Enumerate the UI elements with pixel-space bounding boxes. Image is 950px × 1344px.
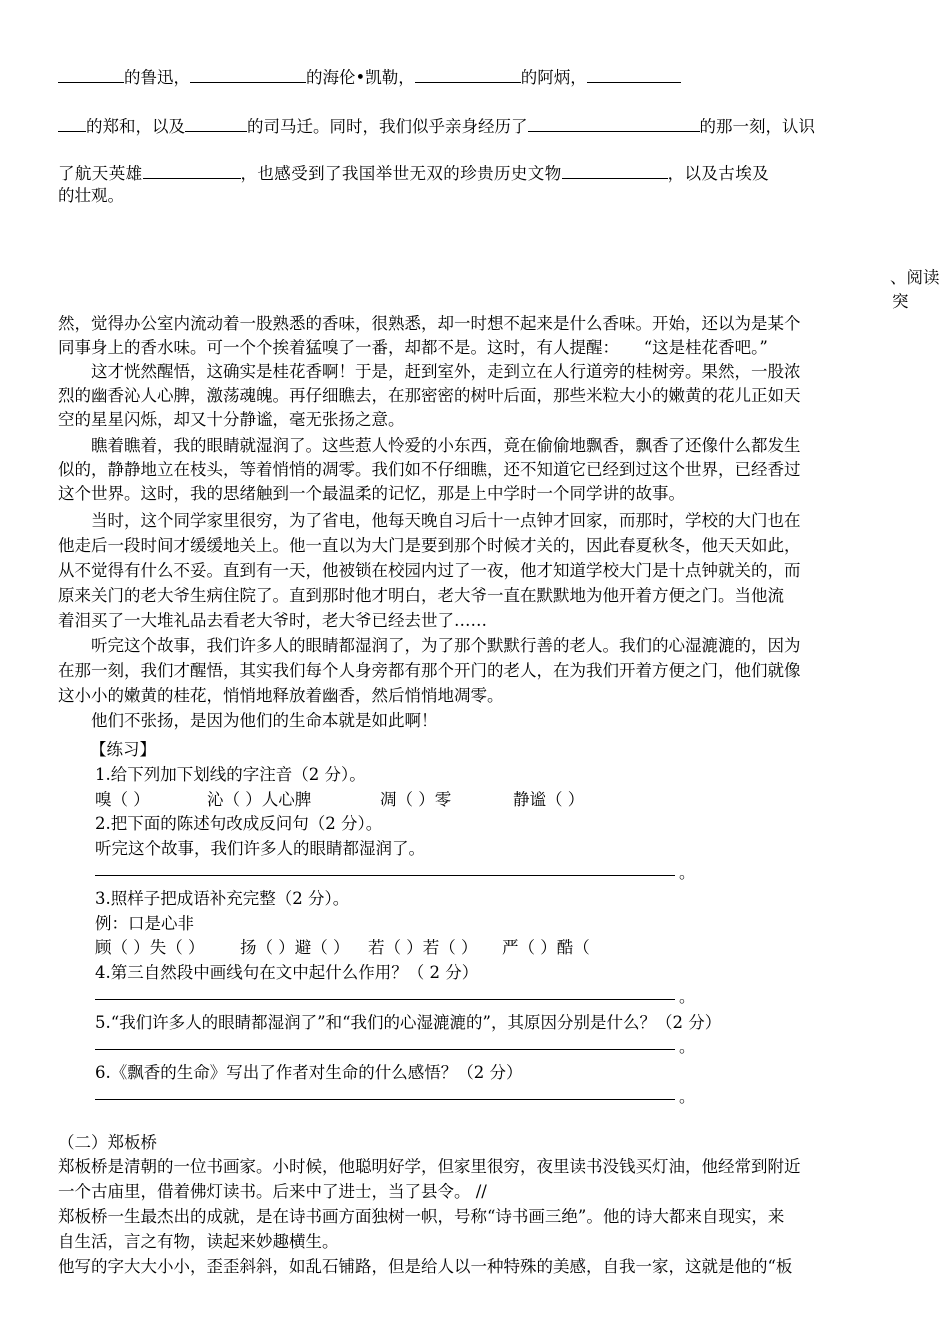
fill-in-line-2: 的郑和，以及 的司马迁。同时，我们似乎亲身经历了 的那一刻，认识 <box>58 115 815 137</box>
fill-in-line-4: 的壮观。 <box>58 186 124 205</box>
q3-item: 严（ ）酷（ <box>502 938 590 957</box>
question-3: 3.照样子把成语补充完整（2 分）。 <box>95 889 350 908</box>
passage-line: 这才恍然醒悟，这确实是桂花香啊！于是，赶到室外，走到立在人行道旁的桂树旁。果然，一股浓 <box>58 362 801 381</box>
passage-line: 听完这个故事，我们许多人的眼睛都湿润了，为了那个默默行善的老人。我们的心湿漉漉的，因为 <box>58 636 801 655</box>
answer-period: 。 <box>679 987 696 1006</box>
answer-line-q5[interactable] <box>95 1049 675 1050</box>
answer-period: 。 <box>679 1037 696 1056</box>
q3-item: 顾（ ）失（ ） <box>95 938 205 957</box>
blank[interactable] <box>58 66 124 83</box>
answer-period: 。 <box>679 863 696 882</box>
fill-in-line-3: 了航天英雄 ，也感受到了我国举世无双的珍贵历史文物 ，以及古埃及 <box>58 164 770 183</box>
q2-sentence: 听完这个故事，我们许多人的眼睛都湿润了。 <box>95 839 425 858</box>
q1-item: 嗅（ ） <box>95 790 150 809</box>
passage-line: 烈的幽香沁人心脾，激荡魂魄。再仔细瞧去，在那密密的树叶后面，那些米粒大小的嫩黄的花儿正如天 <box>58 386 801 405</box>
passage-line: 他走后一段时间才缓缓地关上。他一直以为大门是要到那个时候才关的，因此春夏秋冬，他天天如此， <box>58 536 801 555</box>
passage-line: 瞧着瞧着，我的眼睛就湿润了。这些惹人怜爱的小东西，竟在偷偷地飘香，飘香了还像什么都发生 <box>58 436 801 455</box>
blank[interactable] <box>190 66 306 83</box>
answer-line-q2[interactable] <box>95 875 675 876</box>
passage-line: 他们不张扬，是因为他们的生命本就是如此啊！ <box>58 711 438 730</box>
answer-period: 。 <box>679 1087 696 1106</box>
passage-line: 空的星星闪烁，却又十分静谧，毫无张扬之意。 <box>58 410 405 429</box>
blank[interactable] <box>562 162 668 179</box>
question-1: 1.给下列加下划线的字注音（2 分）。 <box>95 765 366 784</box>
q1-item: 静谧（ ） <box>513 790 585 809</box>
q1-item: 沁（ ）人心脾 <box>207 790 312 809</box>
question-2: 2.把下面的陈述句改成反问句（2 分）。 <box>95 814 383 833</box>
blank[interactable] <box>587 66 681 83</box>
passage-line: 原来关门的老大爷生病住院了。直到那时他才明白，老大爷一直在默默地为他开着方便之门。当他流 <box>58 586 784 605</box>
passage-line: 然，觉得办公室内流动着一股熟悉的香味，很熟悉，却一时想不起来是什么香味。开始，还以为是某个 <box>58 314 801 333</box>
fill-in-line-1: 的鲁迅， 的海伦•凯勒， 的阿炳， <box>58 66 681 88</box>
question-5: 5.“我们许多人的眼睛都湿润了”和“我们的心湿漉漉的”，其原因分别是什么？（2 分） <box>95 1013 722 1032</box>
passage-line: 这小小的嫩黄的桂花，悄悄地释放着幽香，然后悄悄地凋零。 <box>58 686 504 705</box>
q3-item: 扬（ ）避（ ） <box>240 938 350 957</box>
blank[interactable] <box>185 115 247 132</box>
q3-example: 例：口是心非 <box>95 914 194 933</box>
passage-line: 在那一刻，我们才醒悟，其实我们每个人身旁都有那个开门的老人，在为我们开着方便之门，他们就像 <box>58 661 801 680</box>
section-2-title: （二）郑板桥 <box>58 1133 157 1152</box>
blank[interactable] <box>58 115 86 132</box>
answer-line-q4[interactable] <box>95 999 675 1000</box>
blank[interactable] <box>528 115 700 132</box>
q3-item: 若（ ）若（ ） <box>368 938 478 957</box>
side-note-line-1: 、阅读 <box>890 268 940 287</box>
passage-line: 似的，静静地立在枝头，等着悄悄的凋零。我们如不仔细瞧，还不知道它已经到过这个世界，已经香过 <box>58 460 801 479</box>
passage-line: 从不觉得有什么不妥。直到有一天，他被锁在校园内过了一夜，他才知道学校大门是十点钟就关的，而 <box>58 561 801 580</box>
blank[interactable] <box>415 66 521 83</box>
blank[interactable] <box>143 162 241 179</box>
question-4: 4.第三自然段中画线句在文中起什么作用？（ 2 分） <box>95 963 479 982</box>
section-2-line: 郑板桥一生最杰出的成就，是在诗书画方面独树一帜，号称“诗书画三绝”。他的诗大都来自现实，来 <box>58 1207 785 1226</box>
side-note-line-2: 突 <box>892 292 909 311</box>
answer-line-q6[interactable] <box>95 1099 675 1100</box>
exercise-header: 【练习】 <box>90 740 156 759</box>
passage-line: 这个世界。这时，我的思绪触到一个最温柔的记忆，那是上中学时一个同学讲的故事。 <box>58 484 685 503</box>
q1-item: 凋（ ）零 <box>380 790 452 809</box>
passage-line: 着泪买了一大堆礼品去看老大爷时，老大爷已经去世了…… <box>58 611 487 630</box>
section-2-line: 自生活，言之有物，读起来妙趣横生。 <box>58 1232 339 1251</box>
section-2-line: 一个古庙里，借着佛灯读书。后来中了进士，当了县令。 // <box>58 1182 487 1201</box>
question-6: 6.《飘香的生命》写出了作者对生命的什么感悟？（2 分） <box>95 1063 523 1082</box>
section-2-line: 郑板桥是清朝的一位书画家。小时候，他聪明好学，但家里很穷，夜里读书没钱买灯油，他经常到附近 <box>58 1157 801 1176</box>
section-2-line: 他写的字大大小小，歪歪斜斜，如乱石铺路，但是给人以一种特殊的美感，自我一家，这就是他的“板 <box>58 1257 793 1276</box>
passage-line: 同事身上的香水味。可一个个挨着猛嗅了一番，却都不是。这时，有人提醒： “这是桂花香吧。” <box>58 338 768 357</box>
passage-line: 当时，这个同学家里很穷，为了省电，他每天晚自习后十一点钟才回家，而那时，学校的大门也在 <box>58 511 801 530</box>
